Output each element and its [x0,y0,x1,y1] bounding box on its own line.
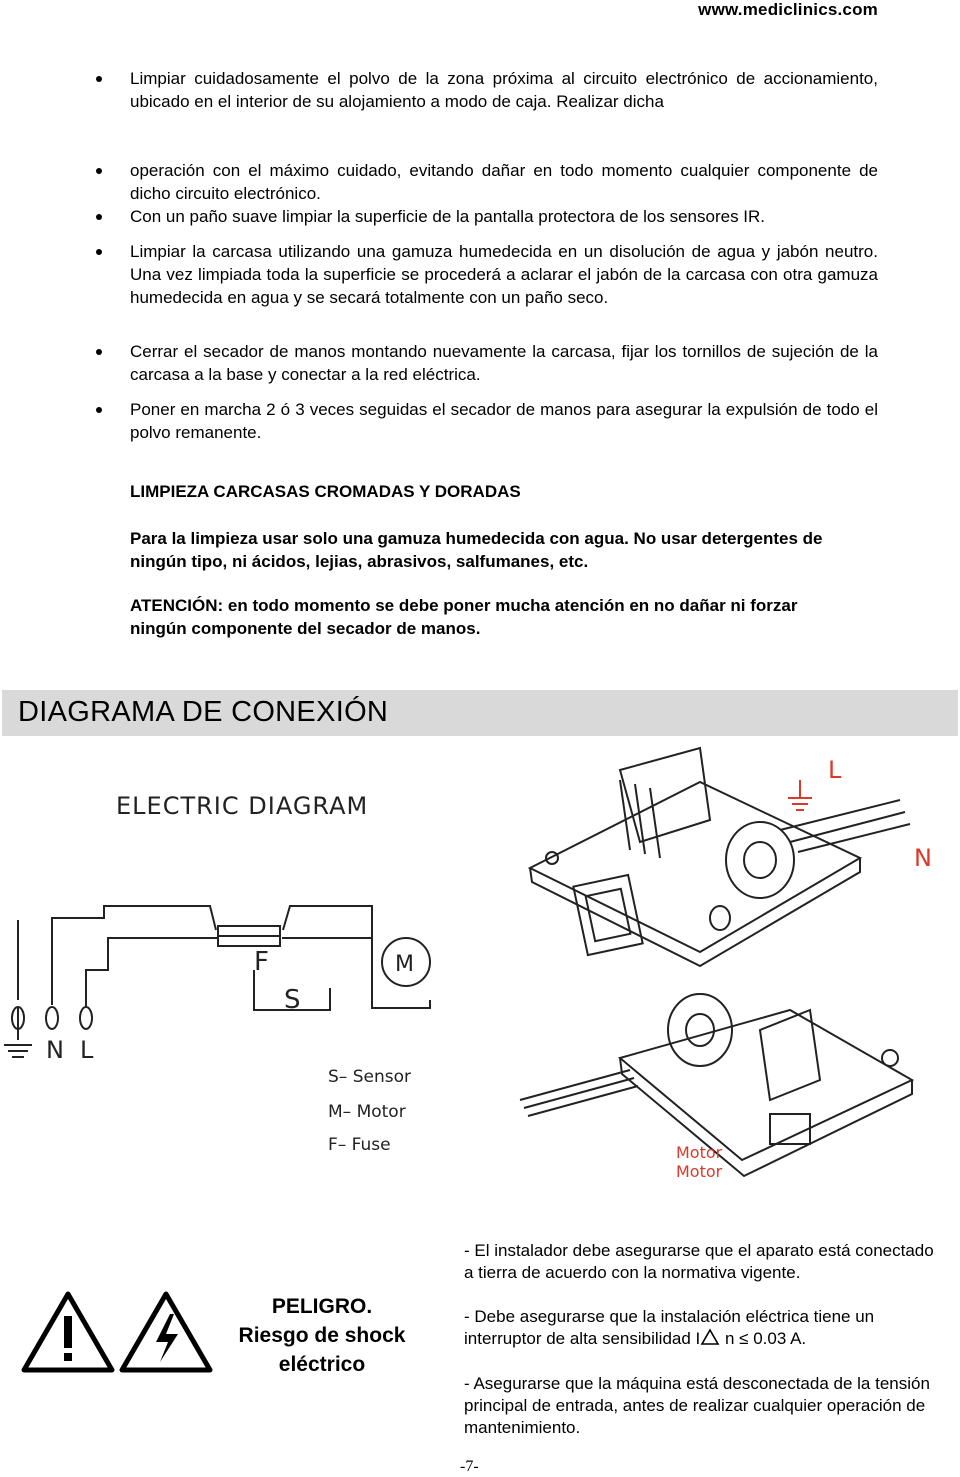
upper-board-drawing [530,748,910,966]
list-item: Limpiar la carcasa utilizando una gamuza humedecida en un disolución de agua y jabón neutro. Una vez limpiada toda la superficie se procederá a aclarar el jabón de la carcasa con otra gamuza humedecida en agua y se secará totalmente con un paño seco. [130,240,878,309]
bullet-icon [96,76,102,82]
neutral-label: N [46,1036,64,1064]
ground-icon [788,780,812,810]
legend-fuse: F– Fuse [328,1135,391,1155]
motor-label: M [395,952,414,977]
disconnect-note: - Asegurarse que la máquina está desconectada de la tensión principal de entrada, antes de realizar cualquier operación de mantenimiento. [464,1374,930,1437]
delta-icon [700,1328,720,1346]
bullet-icon [96,407,102,413]
breaker-note: - Debe asegurarse que la instalación eléctrica tiene un interruptor de alta sensibilidad I n ≤ 0.03 A. [464,1307,875,1348]
bullet-icon [96,249,102,255]
board-neutral-label: N [914,844,932,872]
fuse-label: F [254,947,269,977]
page-number: -7- [460,1458,479,1475]
list-item: Poner en marcha 2 ó 3 veces seguidas el secador de manos para asegurar la expulsión de todo el polvo remanente. [130,398,878,444]
wiring-schematic [4,906,430,1057]
bullet-icon [96,168,102,174]
list-item: Limpiar cuidadosamente el polvo de la zona próxima al circuito electrónico de accionamiento, ubicado en el interior de su alojamiento a modo de caja. Realizar dicha [130,67,878,113]
sensor-label: S [284,985,301,1015]
section-title: LIMPIEZA CARCASAS CROMADAS Y DORADAS [130,482,521,501]
list-item: operación con el máximo cuidado, evitando dañar en todo momento cualquier componente de dicho circuito electrónico. [130,159,878,205]
diagram-heading: DIAGRAMA DE CONEXIÓN [18,696,389,728]
line-label: L [80,1036,94,1064]
legend-sensor: S– Sensor [328,1067,411,1087]
motor-board-label-2: Motor [676,1162,723,1181]
bullet-icon [96,214,102,220]
list-item: Con un paño suave limpiar la superficie de la pantalla protectora de los sensores IR. [130,205,878,228]
website-url: www.mediclinics.com [698,0,878,19]
motor-board-label-1: Motor [676,1143,723,1162]
electric-shock-icon [118,1290,214,1374]
board-line-label: L [828,756,842,784]
danger-warning-title: PELIGRO. Riesgo de shock eléctrico [238,1295,406,1376]
attention-note: ATENCIÓN: en todo momento se debe poner mucha atención en no dañar ni forzar ningún componente del secador de manos. [130,596,798,638]
electric-diagram [0,740,960,1240]
electric-diagram-title: ELECTRIC DIAGRAM [116,792,369,820]
cleaning-note: Para la limpieza usar solo una gamuza humedecida con agua. No usar detergentes de ningún tipo, ni ácidos, lejias, abrasivos, salfumanes, etc. [130,529,823,571]
ground-note: - El instalador debe asegurarse que el aparato está conectado a tierra de acuerdo con la normativa vigente. [464,1241,934,1282]
diagram-heading-bar [2,690,958,736]
terminal-icons [12,1007,92,1029]
bullet-icon [96,349,102,355]
legend-motor: M– Motor [328,1102,406,1122]
general-warning-icon [20,1290,116,1374]
list-item: Cerrar el secador de manos montando nuevamente la carcasa, fijar los tornillos de sujeción de la carcasa a la base y conectar a la red eléctrica. [130,340,878,386]
